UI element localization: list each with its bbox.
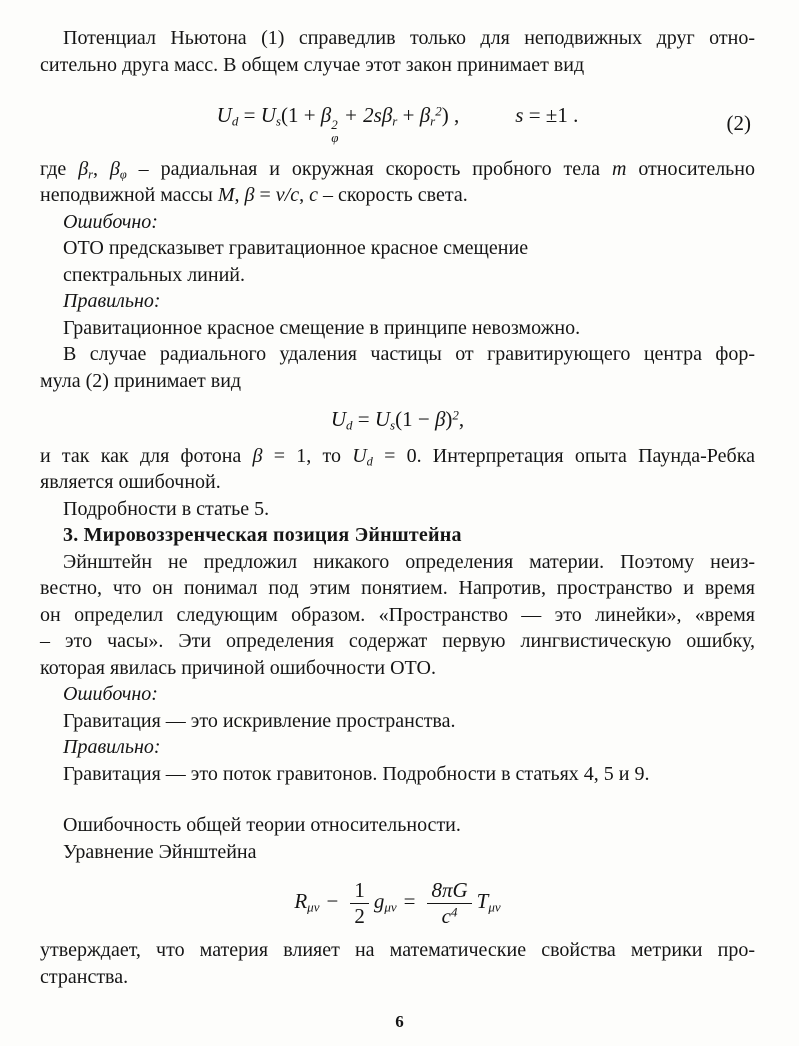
math-token: m	[611, 157, 627, 180]
paragraph-position-line1: Эйнштейн не предложил никакого определения материи. Поэтому неиз-	[63, 550, 755, 573]
math-token: β	[252, 444, 263, 467]
label-erroneous: Ошибочно:	[63, 210, 158, 233]
math-subscript: φ	[119, 167, 127, 181]
vertical-gap	[40, 787, 755, 812]
statement-right-gravity: Гравитация — это поток гравитонов. Подробности в статьях 4, 5 и 9.	[63, 762, 650, 785]
paragraph-position-line5: которая явилась причиной ошибочности ОТО.	[40, 656, 436, 679]
math-subscript: φ	[331, 129, 339, 145]
math-token: β	[419, 103, 431, 127]
math-token: U	[260, 103, 276, 127]
section-heading: 3. Мировоззренческая позиция Эйнштейна	[63, 524, 462, 547]
label-correct: Правильно:	[63, 290, 161, 313]
math-token: ) ,	[441, 103, 460, 127]
math-token: c	[309, 184, 318, 207]
fraction-one-half	[350, 879, 369, 927]
formula-einstein-equation	[40, 879, 755, 927]
math-token: (1 −	[395, 407, 435, 432]
math-subscript: r	[88, 167, 93, 181]
paragraph-photon-line1	[40, 443, 755, 470]
math-token: β	[381, 103, 393, 127]
equals-sign: =	[403, 889, 416, 914]
math-superscript: 2	[331, 116, 338, 132]
label-correct: Правильно:	[63, 736, 161, 759]
math-token: g	[373, 889, 385, 914]
paragraph-newton-line2: сительно друга масс. В общем случае этот закон принимает вид	[40, 53, 585, 76]
fraction-denominator: 2	[350, 903, 369, 928]
math-token: =	[352, 407, 375, 432]
paragraph-assert-line2: странства.	[40, 965, 129, 988]
math-token: ,	[458, 407, 465, 432]
math-token: β	[320, 103, 332, 127]
math-subscript: d	[231, 113, 239, 129]
math-subscript: s	[275, 113, 281, 129]
paragraph-newton-line1: Потенциал Ньютона (1) справедлив только для неподвижных друг отно-	[63, 27, 755, 49]
paragraph-assert-line1: утверждает, что материя влияет на математические свойства метрики про-	[40, 939, 755, 962]
math-token: s	[515, 103, 524, 127]
math-token: (1 +	[280, 103, 321, 127]
text-run: неподвижной массы	[40, 184, 218, 207]
math-token: β	[244, 184, 255, 207]
label-erroneous: Ошибочно:	[63, 683, 158, 706]
paragraph-where-line1	[40, 156, 755, 183]
math-subscript: μν	[384, 899, 397, 915]
math-subscript: r	[430, 113, 436, 129]
math-token: T	[476, 889, 489, 914]
math-token: c	[441, 903, 451, 928]
text-run: = 0. Интерпретация опыта Паунда-Ребка	[372, 444, 755, 467]
formula-general-potential	[40, 102, 755, 144]
text-run: относительно	[626, 157, 755, 180]
math-subscript: r	[392, 113, 398, 129]
math-token: = ±1 .	[523, 103, 579, 127]
statement-wrong-redshift-line1: ОТО предсказывет гравитационное красное смещение	[63, 237, 529, 260]
paragraph-position-line3: он определил следующим образом. «Пространство — это линейки», «время	[40, 603, 755, 626]
math-token: β	[434, 407, 446, 432]
paragraph-radial-line1: В случае радиального удаления частицы от гравитирующего центра фор-	[63, 343, 755, 366]
paragraph-position-line4: – это часы». Эти определения содержат первую лингвистическую ошибку,	[40, 630, 755, 653]
math-token: +	[397, 103, 420, 127]
math-token: β	[109, 157, 120, 180]
math-token: U	[374, 407, 391, 432]
text-run: – радиальная и окружная скорость пробного тела	[126, 157, 612, 180]
math-subscript: μν	[488, 899, 501, 915]
math-token: R	[294, 889, 308, 914]
paragraph-radial-line2: мула (2) принимает вид	[40, 369, 242, 392]
note-details-article5: Подробности в статье 5.	[63, 497, 270, 520]
formula-radial-potential	[40, 406, 755, 433]
math-token: U	[216, 103, 232, 127]
math-token: + 2s	[338, 103, 382, 127]
math-token: M	[217, 184, 235, 207]
equation-number: (2)	[726, 110, 751, 135]
text-run: – скорость света.	[317, 184, 468, 207]
math-subscript: μν	[307, 899, 320, 915]
math-token: =	[238, 103, 261, 127]
math-superscript: 2	[435, 103, 442, 119]
text-run: ,	[92, 157, 110, 180]
math-superscript: 4	[450, 904, 458, 920]
text-run: =	[254, 184, 276, 207]
statement-wrong-redshift-line2: спектральных линий.	[63, 263, 245, 286]
fraction-numerator: 8πG	[431, 878, 468, 903]
gr-erroneousness-line: Ошибочность общей теории относительности.	[63, 814, 461, 837]
fraction-8piG-c4	[427, 879, 471, 927]
math-subscript: d	[345, 417, 353, 433]
paragraph-photon-line2: является ошибочной.	[40, 471, 221, 494]
paragraph-where-line2	[40, 182, 755, 209]
einstein-equation-caption: Уравнение Эйнштейна	[63, 840, 257, 863]
math-token: β	[78, 157, 89, 180]
math-token: )	[445, 407, 453, 432]
math-token: v/c	[275, 184, 300, 207]
page-number: 6	[395, 1012, 404, 1031]
text-run: ,	[234, 184, 245, 207]
paragraph-position-line2: вестно, что он понимал под этим понятием. Напротив, пространство и время	[40, 577, 755, 600]
math-subscript: s	[390, 417, 396, 433]
math-token: U	[352, 444, 367, 467]
statement-wrong-gravity: Гравитация — это искривление пространства.	[63, 709, 456, 732]
text-run: и так как для фотона	[40, 444, 253, 467]
text-run: = 1, то	[262, 444, 353, 467]
math-superscript: 2	[452, 407, 459, 423]
fraction-numerator: 1	[354, 878, 365, 903]
text-run: где	[40, 157, 79, 180]
math-token: U	[330, 407, 346, 432]
statement-right-redshift: Гравитационное красное смещение в принципе невозможно.	[63, 316, 581, 339]
fraction-denominator	[427, 903, 471, 928]
text-run: ,	[299, 184, 310, 207]
math-subscript: d	[366, 454, 373, 468]
minus-sign: −	[326, 889, 339, 914]
